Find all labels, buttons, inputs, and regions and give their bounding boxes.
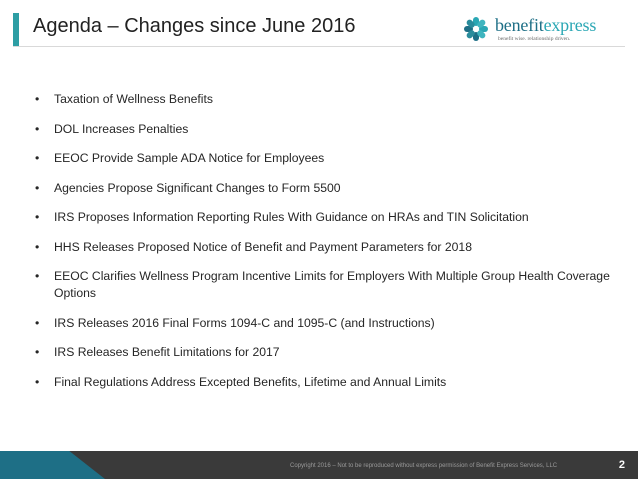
- logo-word-express: express: [543, 15, 597, 35]
- logo-tagline: benefit wise. relationship driven.: [498, 36, 571, 42]
- agenda-list: [35, 91, 620, 403]
- bullet-icon: •: [35, 345, 40, 359]
- agenda-item-text: DOL Increases Penalties: [54, 121, 189, 136]
- agenda-item: [35, 91, 620, 108]
- bullet-icon: •: [35, 121, 40, 136]
- bullet-icon: •: [35, 269, 40, 283]
- agenda-item-text: EEOC Clarifies Wellness Program Incentive Limits for Employers With Multiple Group Health Coverage Options: [54, 269, 610, 300]
- logo-wordmark: [495, 15, 596, 36]
- agenda-item-text: Agencies Propose Significant Changes to Form 5500: [54, 180, 341, 195]
- agenda-item: [35, 268, 620, 302]
- bullet-icon: •: [35, 239, 40, 254]
- agenda-item: [35, 344, 620, 361]
- bullet-icon: •: [35, 92, 40, 106]
- bullet-icon: •: [35, 210, 40, 224]
- agenda-item: [35, 150, 620, 167]
- copyright-notice: Copyright 2016 – Not to be reproduced without express permission of Benefit Express Services, LLC: [290, 463, 558, 469]
- agenda-item-text: IRS Releases Benefit Limitations for 2017: [54, 345, 280, 359]
- footer-accent-shape: [0, 451, 105, 479]
- bullet-icon: •: [35, 180, 40, 195]
- agenda-item: [35, 180, 620, 197]
- slide-footer: [0, 451, 638, 479]
- agenda-item: [35, 121, 620, 138]
- slide-title: Agenda – Changes since June 2016: [33, 15, 356, 37]
- agenda-item: [35, 209, 620, 226]
- agenda-item-text: Taxation of Wellness Benefits: [54, 92, 213, 106]
- bullet-icon: •: [35, 374, 40, 389]
- bullet-icon: •: [35, 315, 40, 330]
- agenda-item-text: EEOC Provide Sample ADA Notice for Employees: [54, 151, 325, 165]
- agenda-item: [35, 239, 620, 256]
- agenda-item-text: HHS Releases Proposed Notice of Benefit and Payment Parameters for 2018: [54, 239, 472, 254]
- bullet-icon: •: [35, 151, 40, 165]
- title-divider: [13, 46, 625, 47]
- agenda-item-text: IRS Proposes Information Reporting Rules With Guidance on HRAs and TIN Solicitation: [54, 210, 529, 224]
- page-number: 2: [618, 459, 625, 471]
- agenda-item-text: IRS Releases 2016 Final Forms 1094-C and 1095-C (and Instructions): [54, 315, 435, 330]
- benefitexpress-logo-mark-icon: [462, 15, 490, 43]
- agenda-item-text: Final Regulations Address Excepted Benefits, Lifetime and Annual Limits: [54, 374, 447, 389]
- logo-word-benefit: benefit: [495, 15, 544, 35]
- title-accent-bar: [13, 13, 19, 46]
- company-logo: [462, 13, 630, 45]
- agenda-item: [35, 315, 620, 332]
- agenda-item: [35, 374, 620, 391]
